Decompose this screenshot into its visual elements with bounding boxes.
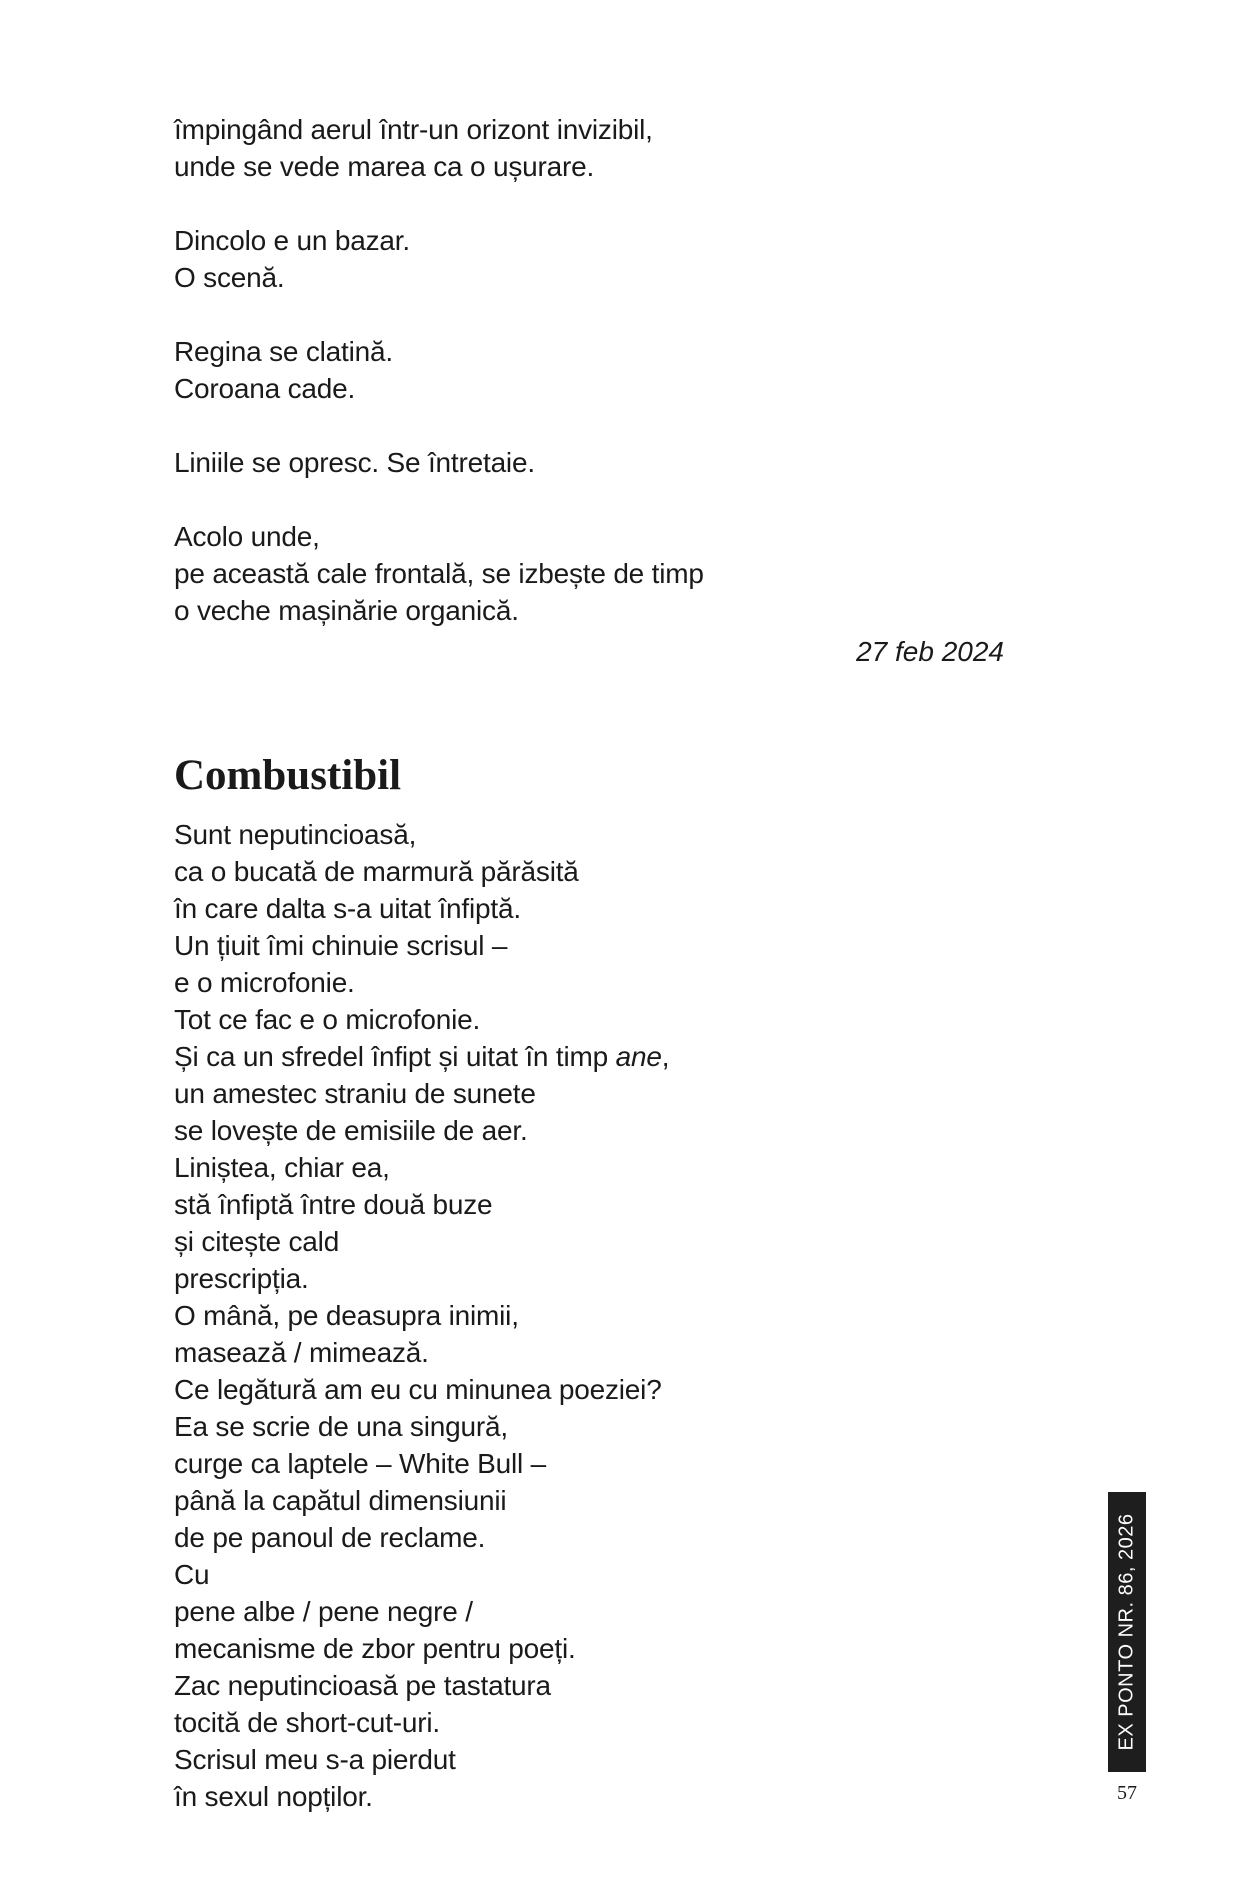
poem-line: Zac neputincioasă pe tastatura	[174, 1670, 551, 1701]
poem-line: masează / mimează.	[174, 1337, 429, 1368]
poem-body	[174, 816, 669, 1815]
poem-line: până la capătul dimensiunii	[174, 1485, 507, 1516]
poem-title: Combustibil	[174, 752, 402, 799]
poem-line: O mână, pe deasupra inimii,	[174, 1300, 519, 1331]
poem-line: mecanisme de zbor pentru poeți.	[174, 1633, 576, 1664]
poem-line: Liniștea, chiar ea,	[174, 1152, 390, 1183]
poem-line: O scenă.	[174, 262, 285, 293]
stanza	[174, 333, 704, 407]
poem-line: împingând aerul într-un orizont invizibil,	[174, 114, 653, 145]
stanza	[174, 444, 704, 481]
poem-line: Ea se scrie de una singură,	[174, 1411, 508, 1442]
poem-line: în care dalta s-a uitat înfiptă.	[174, 893, 521, 924]
poem-line: Sunt neputincioasă,	[174, 819, 417, 850]
poem-line: Dincolo e un bazar.	[174, 225, 410, 256]
stanza	[174, 222, 704, 296]
poem-line: Scrisul meu s-a pierdut	[174, 1744, 456, 1775]
poem-line: Un țiuit îmi chinuie scrisul –	[174, 930, 508, 961]
italic-word: ane	[615, 1041, 662, 1072]
stanza	[174, 518, 704, 629]
poem-line: curge ca laptele – White Bull –	[174, 1448, 547, 1479]
poem-line: Tot ce fac e o microfonie.	[174, 1004, 481, 1035]
poem-line: Liniile se opresc. Se întretaie.	[174, 447, 535, 478]
poem-line: pene albe / pene negre /	[174, 1596, 473, 1627]
poem-line: Cu	[174, 1559, 210, 1590]
poem-line: Regina se clatină.	[174, 336, 393, 367]
stanza	[174, 111, 704, 185]
poem-line: pe această cale frontală, se izbește de timp	[174, 558, 704, 589]
page-number: 57	[1117, 1782, 1137, 1804]
poem-line: Coroana cade.	[174, 373, 356, 404]
poem-line: o veche mașinărie organică.	[174, 595, 519, 626]
poem-line: de pe panoul de reclame.	[174, 1522, 486, 1553]
poem-line-text: Și ca un sfredel înfipt și uitat în timp	[174, 1041, 616, 1072]
poem-line: prescripția.	[174, 1263, 309, 1294]
poem-date: 27 feb 2024	[856, 636, 1004, 667]
poem-line: ca o bucată de marmură părăsită	[174, 856, 579, 887]
poem-line: în sexul nopților.	[174, 1781, 373, 1812]
poem-line: e o microfonie.	[174, 967, 355, 998]
poem-line: un amestec straniu de sunete	[174, 1078, 536, 1109]
poem-line: tocită de short-cut-uri.	[174, 1707, 440, 1738]
poem-line: și citește cald	[174, 1226, 340, 1257]
poem-line-with-italic	[174, 1038, 669, 1075]
poem-line: Acolo unde,	[174, 521, 320, 552]
poem-line: se lovește de emisiile de aer.	[174, 1115, 528, 1146]
journal-side-tab	[1108, 1492, 1146, 1772]
poem-line: Ce legătură am eu cu minunea poeziei?	[174, 1374, 662, 1405]
poem-line: stă înfiptă între două buze	[174, 1189, 493, 1220]
poem-continuation	[174, 111, 704, 629]
line-punctuation: ,	[661, 1041, 670, 1072]
poem-line: unde se vede marea ca o ușurare.	[174, 151, 595, 182]
journal-issue-label: EX PONTO NR. 86, 2026	[1115, 1513, 1138, 1751]
